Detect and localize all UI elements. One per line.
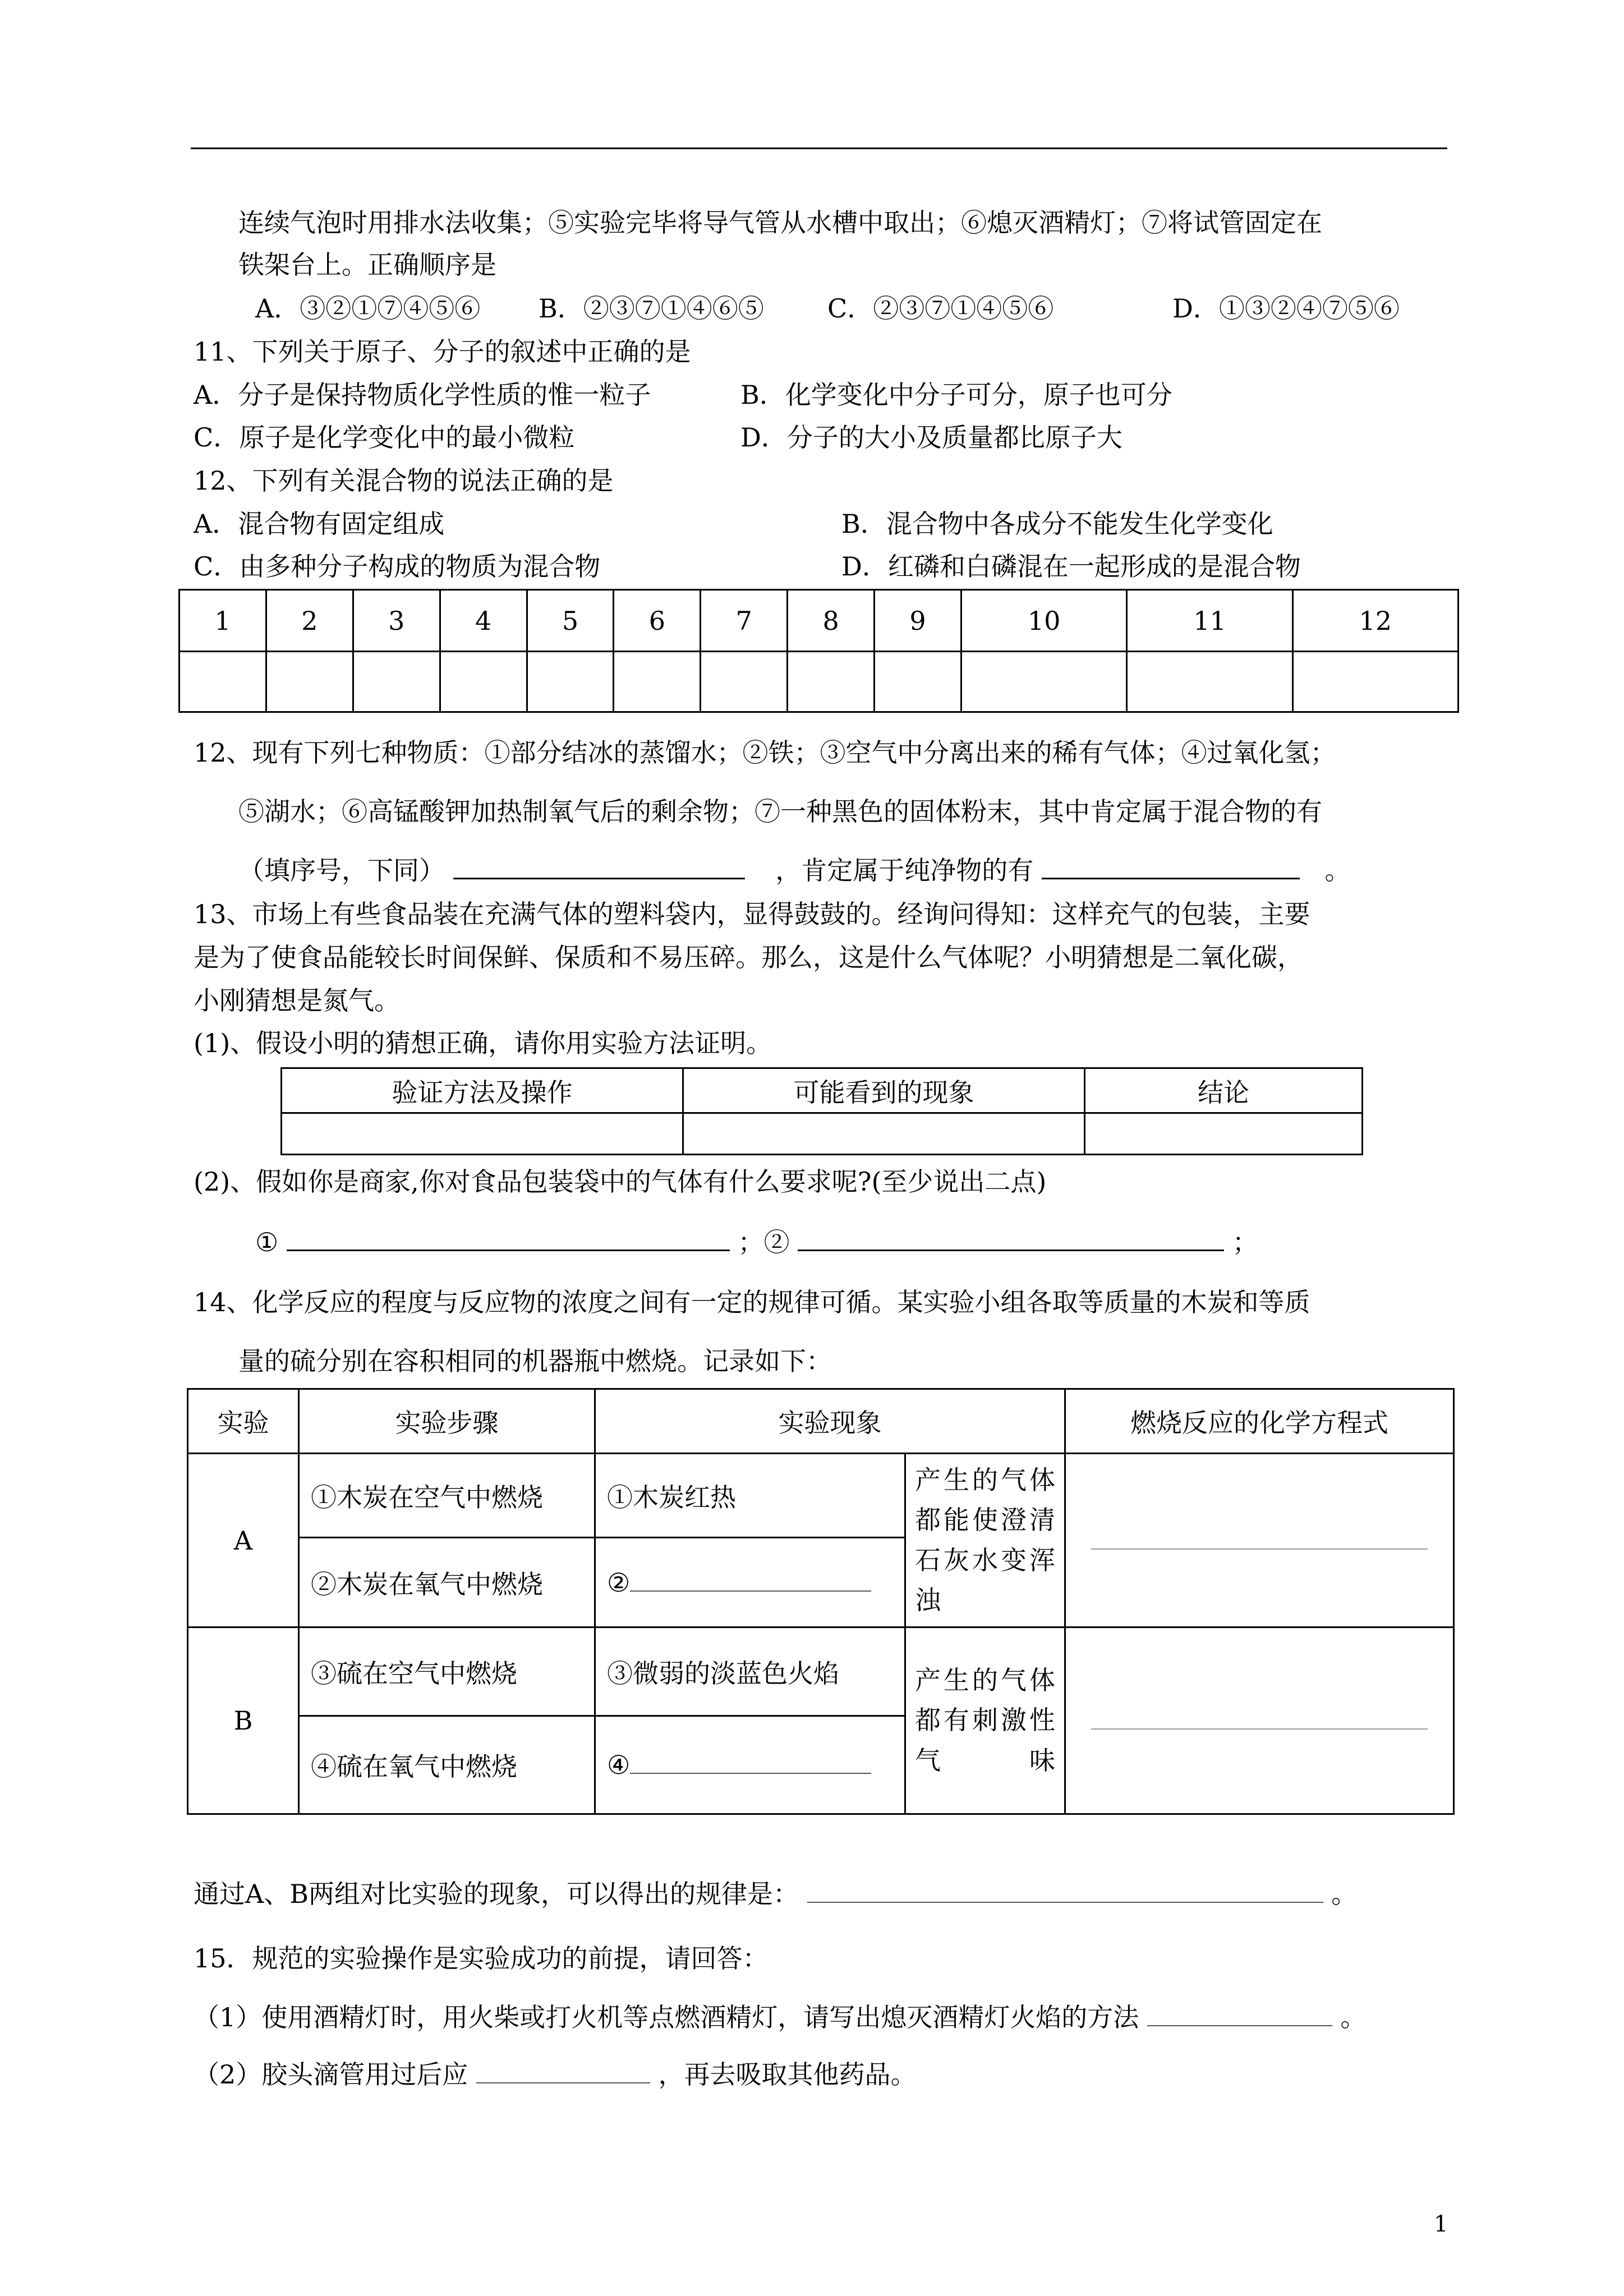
q13-table-cell[interactable] (282, 1113, 683, 1155)
answer-cell[interactable] (527, 652, 614, 712)
q12b-line3 (238, 855, 1351, 886)
answer-cell[interactable] (180, 652, 266, 712)
q12b-line3-mid: ，肯定属于纯净物的有 (775, 855, 1034, 886)
q14-header-steps: 实验步骤 (299, 1389, 595, 1454)
q14-conclusion-end: 。 (1331, 1879, 1358, 1909)
pure-substance-answer-blank[interactable] (1042, 855, 1300, 879)
q13-table-cell[interactable] (1085, 1113, 1363, 1155)
answer-grid-header: 7 (701, 590, 788, 652)
q14-header-experiment: 实验 (188, 1389, 299, 1454)
q12-stem: 12、下列有关混合物的说法正确的是 (194, 465, 614, 496)
q11-option-d: D．分子的大小及质量都比原子大 (740, 422, 1122, 453)
gas-requirement-blank-2[interactable] (798, 1227, 1224, 1251)
answer-cell[interactable] (961, 652, 1127, 712)
answer-grid-header: 1 (180, 590, 266, 652)
conclusion-blank[interactable] (807, 1879, 1323, 1903)
q14-group-b: B (188, 1628, 299, 1814)
q15-sub1-end: 。 (1340, 2002, 1367, 2032)
answer-grid-header: 10 (961, 590, 1127, 652)
q10-continued-line1: 连续气泡时用排水法收集；⑤实验完毕将导气管从水槽中取出；⑥熄灭酒精灯；⑦将试管固定在 (238, 208, 1322, 238)
q11-option-b: B．化学变化中分子可分，原子也可分 (740, 380, 1172, 410)
q13-end: ； (1232, 1227, 1258, 1257)
answer-grid (178, 589, 1459, 713)
q14-observation-1: ①木炭红热 (595, 1454, 905, 1538)
q11-option-c: C．原子是化学变化中的最小微粒 (194, 422, 575, 453)
q14-combustion-table (187, 1388, 1455, 1815)
gas-requirement-blank-1[interactable] (287, 1227, 730, 1251)
q15-sub2-line (194, 2059, 917, 2090)
q10-option-d: D．①③②④⑦⑤⑥ (1172, 293, 1400, 324)
q15-sub1-label: （1）使用酒精灯时，用火柴或打火机等点燃酒精灯，请写出熄灭酒精灯火焰的方法 (194, 2002, 1139, 2032)
q13-line2: 是为了使食品能较长时间保鲜、保质和不易压碎。那么，这是什么气体呢？小明猜想是二氧化碳， (194, 942, 1303, 972)
q10-option-b: B．②③⑦①④⑥⑤ (539, 293, 764, 324)
extinguish-method-blank[interactable] (1147, 2003, 1332, 2026)
q14-header-equation: 燃烧反应的化学方程式 (1065, 1389, 1454, 1454)
q13-experiment-table (280, 1067, 1363, 1155)
q14-conclusion-label: 通过A、B两组对比实验的现象，可以得出的规律是： (194, 1879, 799, 1909)
q12-option-c: C．由多种分子构成的物质为混合物 (194, 551, 601, 582)
q13-mark1: ① (255, 1227, 279, 1257)
q14-observation-2-label: ② (607, 1567, 631, 1598)
q14-step-3: ③硫在空气中燃烧 (299, 1628, 595, 1716)
answer-cell[interactable] (614, 652, 701, 712)
equation-b-blank[interactable] (1091, 1728, 1428, 1730)
q14-step-4: ④硫在氧气中燃烧 (299, 1716, 595, 1814)
q15-sub2-end: ，再去吸取其他药品。 (658, 2059, 917, 2090)
page-number: 1 (1434, 2211, 1448, 2237)
answer-cell[interactable] (1127, 652, 1292, 712)
answer-cell[interactable] (701, 652, 788, 712)
q10-option-a: A．③②①⑦④⑤⑥ (255, 293, 481, 324)
q15-sub1-line (194, 2002, 1367, 2033)
q15-stem: 15．规范的实验操作是实验成功的前提，请回答： (194, 1943, 769, 1974)
answer-cell[interactable] (788, 652, 875, 712)
q14-equation-a[interactable] (1065, 1454, 1454, 1628)
answer-grid-header: 6 (614, 590, 701, 652)
q14-header-phenomena: 实验现象 (595, 1389, 1065, 1454)
q13-table-cell[interactable] (683, 1113, 1085, 1155)
answer-cell[interactable] (266, 652, 353, 712)
q14-common-observation-b: 产生的气体都有刺激性气味 (905, 1628, 1065, 1814)
q12-option-d: D．红磷和白磷混在一起形成的是混合物 (841, 551, 1301, 582)
answer-cell[interactable] (440, 652, 527, 712)
answer-cell[interactable] (1292, 652, 1458, 712)
q14-observation-2 (595, 1538, 905, 1628)
observation-2-blank[interactable] (630, 1574, 871, 1592)
answer-cell[interactable] (353, 652, 440, 712)
q13-table-header: 结论 (1085, 1068, 1363, 1113)
q13-sub2: (2)、假如你是商家,你对食品包装袋中的气体有什么要求呢?(至少说出二点) (194, 1167, 1047, 1197)
q10-continued-line2: 铁架台上。正确顺序是 (238, 250, 496, 280)
q13-answer-line (255, 1227, 1258, 1258)
q14-step-1: ①木炭在空气中燃烧 (299, 1454, 595, 1538)
q15-sub2-label: （2）胶头滴管用过后应 (194, 2059, 468, 2090)
answer-grid-header: 4 (440, 590, 527, 652)
q14-conclusion-line (194, 1879, 1357, 1910)
q13-line3: 小刚猜想是氮气。 (194, 985, 400, 1016)
q12-option-b: B．混合物中各成分不能发生化学变化 (841, 509, 1273, 539)
q11-option-a: A．分子是保持物质化学性质的惟一粒子 (194, 380, 651, 410)
q13-table-header: 可能看到的现象 (683, 1068, 1085, 1113)
q14-observation-4-label: ④ (607, 1750, 631, 1780)
q14-observation-4 (595, 1716, 905, 1814)
mixture-answer-blank[interactable] (453, 855, 745, 879)
header-rule (191, 147, 1447, 149)
q11-stem: 11、下列关于原子、分子的叙述中正确的是 (194, 336, 691, 367)
dropper-handling-blank[interactable] (476, 2060, 650, 2083)
q14-group-a: A (188, 1454, 299, 1628)
answer-cell[interactable] (875, 652, 961, 712)
q14-common-observation-a: 产生的气体都能使澄清石灰水变浑浊 (905, 1454, 1065, 1628)
answer-grid-header: 8 (788, 590, 875, 652)
q14-equation-b[interactable] (1065, 1628, 1454, 1814)
q13-separator: ；② (738, 1227, 790, 1257)
q14-step-2: ②木炭在氧气中燃烧 (299, 1538, 595, 1628)
answer-grid-header: 9 (875, 590, 961, 652)
q13-sub1: (1)、假设小明的猜想正确，请你用实验方法证明。 (194, 1028, 772, 1058)
q14-observation-3: ③微弱的淡蓝色火焰 (595, 1628, 905, 1716)
q12-option-a: A．混合物有固定组成 (194, 509, 445, 539)
answer-grid-header: 12 (1292, 590, 1458, 652)
q12b-line3-end: 。 (1324, 855, 1351, 886)
q14-line2: 量的硫分别在容积相同的机器瓶中燃烧。记录如下： (238, 1346, 832, 1376)
equation-a-blank[interactable] (1091, 1548, 1428, 1550)
observation-4-blank[interactable] (630, 1756, 871, 1774)
q10-option-c: C．②③⑦①④⑤⑥ (827, 293, 1054, 324)
q13-line1: 13、市场上有些食品装在充满气体的塑料袋内，显得鼓鼓的。经询问得知：这样充气的包装，主要 (194, 899, 1310, 929)
q13-table-header: 验证方法及操作 (282, 1068, 683, 1113)
q12b-line3-label: （填序号，下同） (238, 855, 445, 886)
answer-grid-header: 2 (266, 590, 353, 652)
q12b-line2: ⑤湖水；⑥高锰酸钾加热制氧气后的剩余物；⑦一种黑色的固体粉末，其中肯定属于混合物的有 (238, 796, 1322, 827)
answer-grid-header: 5 (527, 590, 614, 652)
q14-line1: 14、化学反应的程度与反应物的浓度之间有一定的规律可循。某实验小组各取等质量的木炭和等质 (194, 1287, 1310, 1317)
answer-grid-header: 11 (1127, 590, 1292, 652)
q12b-line1: 12、现有下列七种物质：①部分结冰的蒸馏水；②铁；③空气中分离出来的稀有气体；④过氧化氢； (194, 737, 1336, 768)
answer-grid-header: 3 (353, 590, 440, 652)
